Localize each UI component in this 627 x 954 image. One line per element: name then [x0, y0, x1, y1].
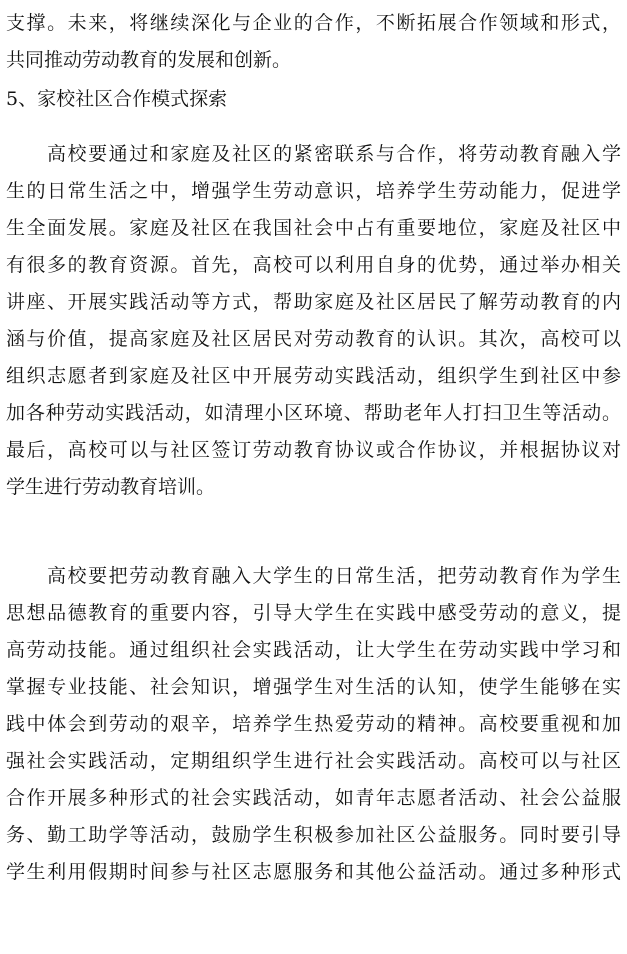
text-line: 生的日常生活之中，增强学生劳动意识，培养学生劳动能力，促进学 [6, 180, 621, 202]
text-line: 掌握专业技能、社会知识，增强学生对生活的认知，使学生能够在实 [6, 676, 621, 698]
text-line: 务、勤工助学等活动，鼓励学生积极参加社区公益服务。同时要引导 [6, 824, 621, 846]
text-line: 生全面发展。家庭及社区在我国社会中占有重要地位，家庭及社区中 [6, 217, 621, 239]
text-line: 思想品德教育的重要内容，引导大学生在实践中感受劳动的意义，提 [6, 602, 621, 624]
text-line: 共同推动劳动教育的发展和创新。 [6, 49, 292, 71]
text-line: 践中体会到劳动的艰辛，培养学生热爱劳动的精神。高校要重视和加 [6, 713, 621, 735]
text-line: 讲座、开展实践活动等方式，帮助家庭及社区居民了解劳动教育的内 [6, 291, 621, 313]
text-line: 涵与价值，提高家庭及社区居民对劳动教育的认识。其次，高校可以 [6, 328, 621, 350]
text-line: 加各种劳动实践活动，如清理小区环境、帮助老年人打扫卫生等活动。 [6, 402, 621, 424]
text-line: 合作开展多种形式的社会实践活动，如青年志愿者活动、社会公益服 [6, 787, 621, 809]
text-line: 强社会实践活动，定期组织学生进行社会实践活动。高校可以与社区 [6, 750, 621, 772]
section-heading: 5、家校社区合作模式探索 [6, 88, 228, 110]
text-line: 学生进行劳动教育培训。 [6, 476, 216, 498]
text-line: 高校要把劳动教育融入大学生的日常生活，把劳动教育作为学生 [47, 565, 621, 587]
text-line: 学生利用假期时间参与社区志愿服务和其他公益活动。通过多种形式 [6, 861, 621, 883]
text-line: 最后，高校可以与社区签订劳动教育协议或合作协议，并根据协议对 [6, 439, 621, 461]
text-line: 组织志愿者到家庭及社区中开展劳动实践活动，组织学生到社区中参 [6, 365, 621, 387]
text-line: 支撑。未来，将继续深化与企业的合作，不断拓展合作领域和形式， [6, 12, 621, 34]
text-line: 高劳动技能。通过组织社会实践活动，让大学生在劳动实践中学习和 [6, 639, 621, 661]
text-line: 有很多的教育资源。首先，高校可以利用自身的优势，通过举办相关 [6, 254, 621, 276]
text-line: 高校要通过和家庭及社区的紧密联系与合作，将劳动教育融入学 [47, 143, 621, 165]
